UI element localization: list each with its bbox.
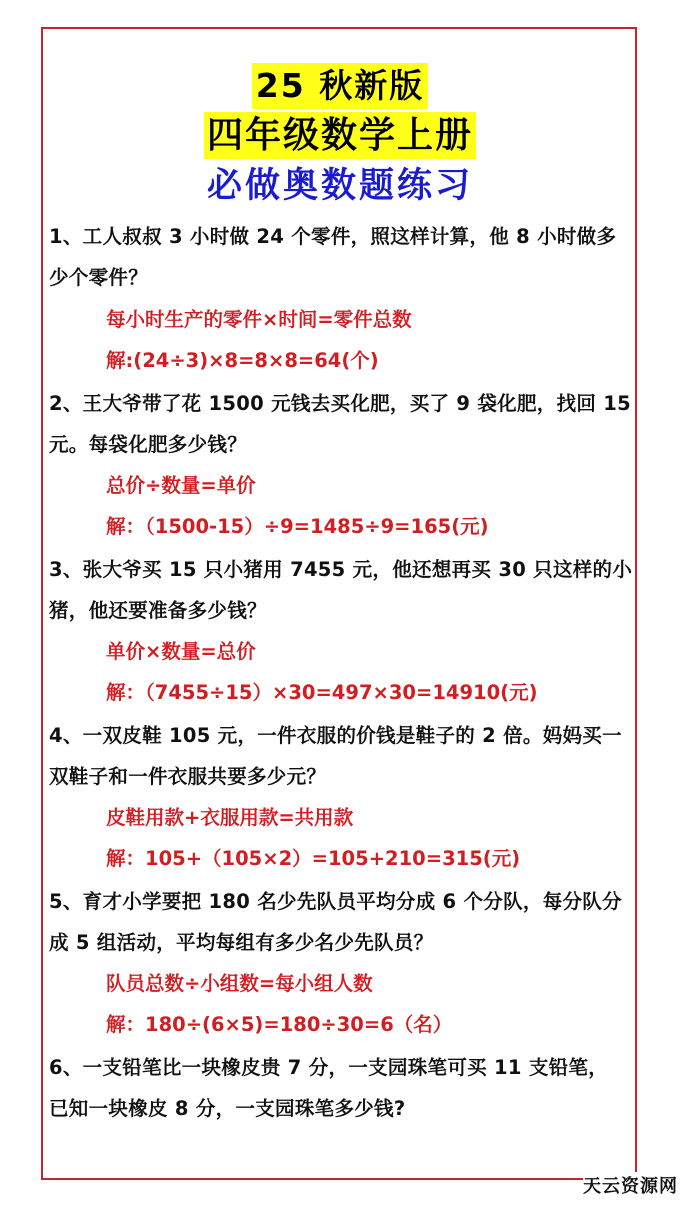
problem-4-solution: 解：105+（105×2）=105+210=315(元) xyxy=(106,847,521,870)
problem-3-question-line1: 3、张大爷买 15 只小猪用 7455 元，他还想再买 30 只这样的小 xyxy=(49,558,633,581)
problem-1-question-line2: 少个零件？ xyxy=(49,266,149,289)
title-grade-subject: 四年级数学上册 xyxy=(204,112,476,159)
problem-2-solution: 解：（1500-15）÷9=1485÷9=165(元) xyxy=(106,515,489,538)
problem-2-question-line1: 2、王大爷带了花 1500 元钱去买化肥，买了 9 袋化肥，找回 15 xyxy=(49,392,631,415)
problem-6-question-line2: 已知一块橡皮 8 分，一支园珠笔多少钱? xyxy=(49,1097,406,1120)
watermark: 天云资源网 xyxy=(583,1172,678,1198)
problem-4-question-line2: 双鞋子和一件衣服共要多少元？ xyxy=(49,765,327,788)
problem-3-formula: 单价×数量=总价 xyxy=(106,640,256,663)
problem-2-question-line2: 元。每袋化肥多少钱？ xyxy=(49,433,248,456)
problem-4-formula: 皮鞋用款+衣服用款=共用款 xyxy=(106,806,354,829)
problem-4-question-line1: 4、一双皮鞋 105 元，一件衣服的价钱是鞋子的 2 倍。妈妈买一 xyxy=(49,724,622,747)
problem-5-formula: 队员总数÷小组数=每小组人数 xyxy=(106,972,373,995)
title-practice: 必做奥数题练习 xyxy=(206,165,473,206)
problem-2-formula: 总价÷数量=单价 xyxy=(106,474,256,497)
problem-5-solution: 解：180÷(6×5)=180÷30=6（名） xyxy=(106,1013,453,1036)
problem-5-question-line1: 5、育才小学要把 180 名少先队员平均分成 6 个分队，每分队分 xyxy=(49,890,622,913)
problem-1-question-line1: 1、工人叔叔 3 小时做 24 个零件，照这样计算，他 8 小时做多 xyxy=(49,225,617,248)
title-block xyxy=(0,63,680,209)
problem-3-solution: 解：（7455÷15）×30=497×30=14910(元) xyxy=(106,681,538,704)
problem-6-question-line1: 6、一支铅笔比一块橡皮贵 7 分，一支园珠笔可买 11 支铅笔， xyxy=(49,1056,609,1079)
problem-3-question-line2: 猪，他还要准备多少钱？ xyxy=(49,599,267,622)
problem-1-solution: 解:(24÷3)×8=8×8=64(个) xyxy=(106,349,379,372)
problem-5-question-line2: 成 5 组活动，平均每组有多少名少先队员？ xyxy=(49,931,434,954)
problem-1-formula: 每小时生产的零件×时间=零件总数 xyxy=(106,308,412,331)
title-edition: 25 秋新版 xyxy=(252,63,428,109)
